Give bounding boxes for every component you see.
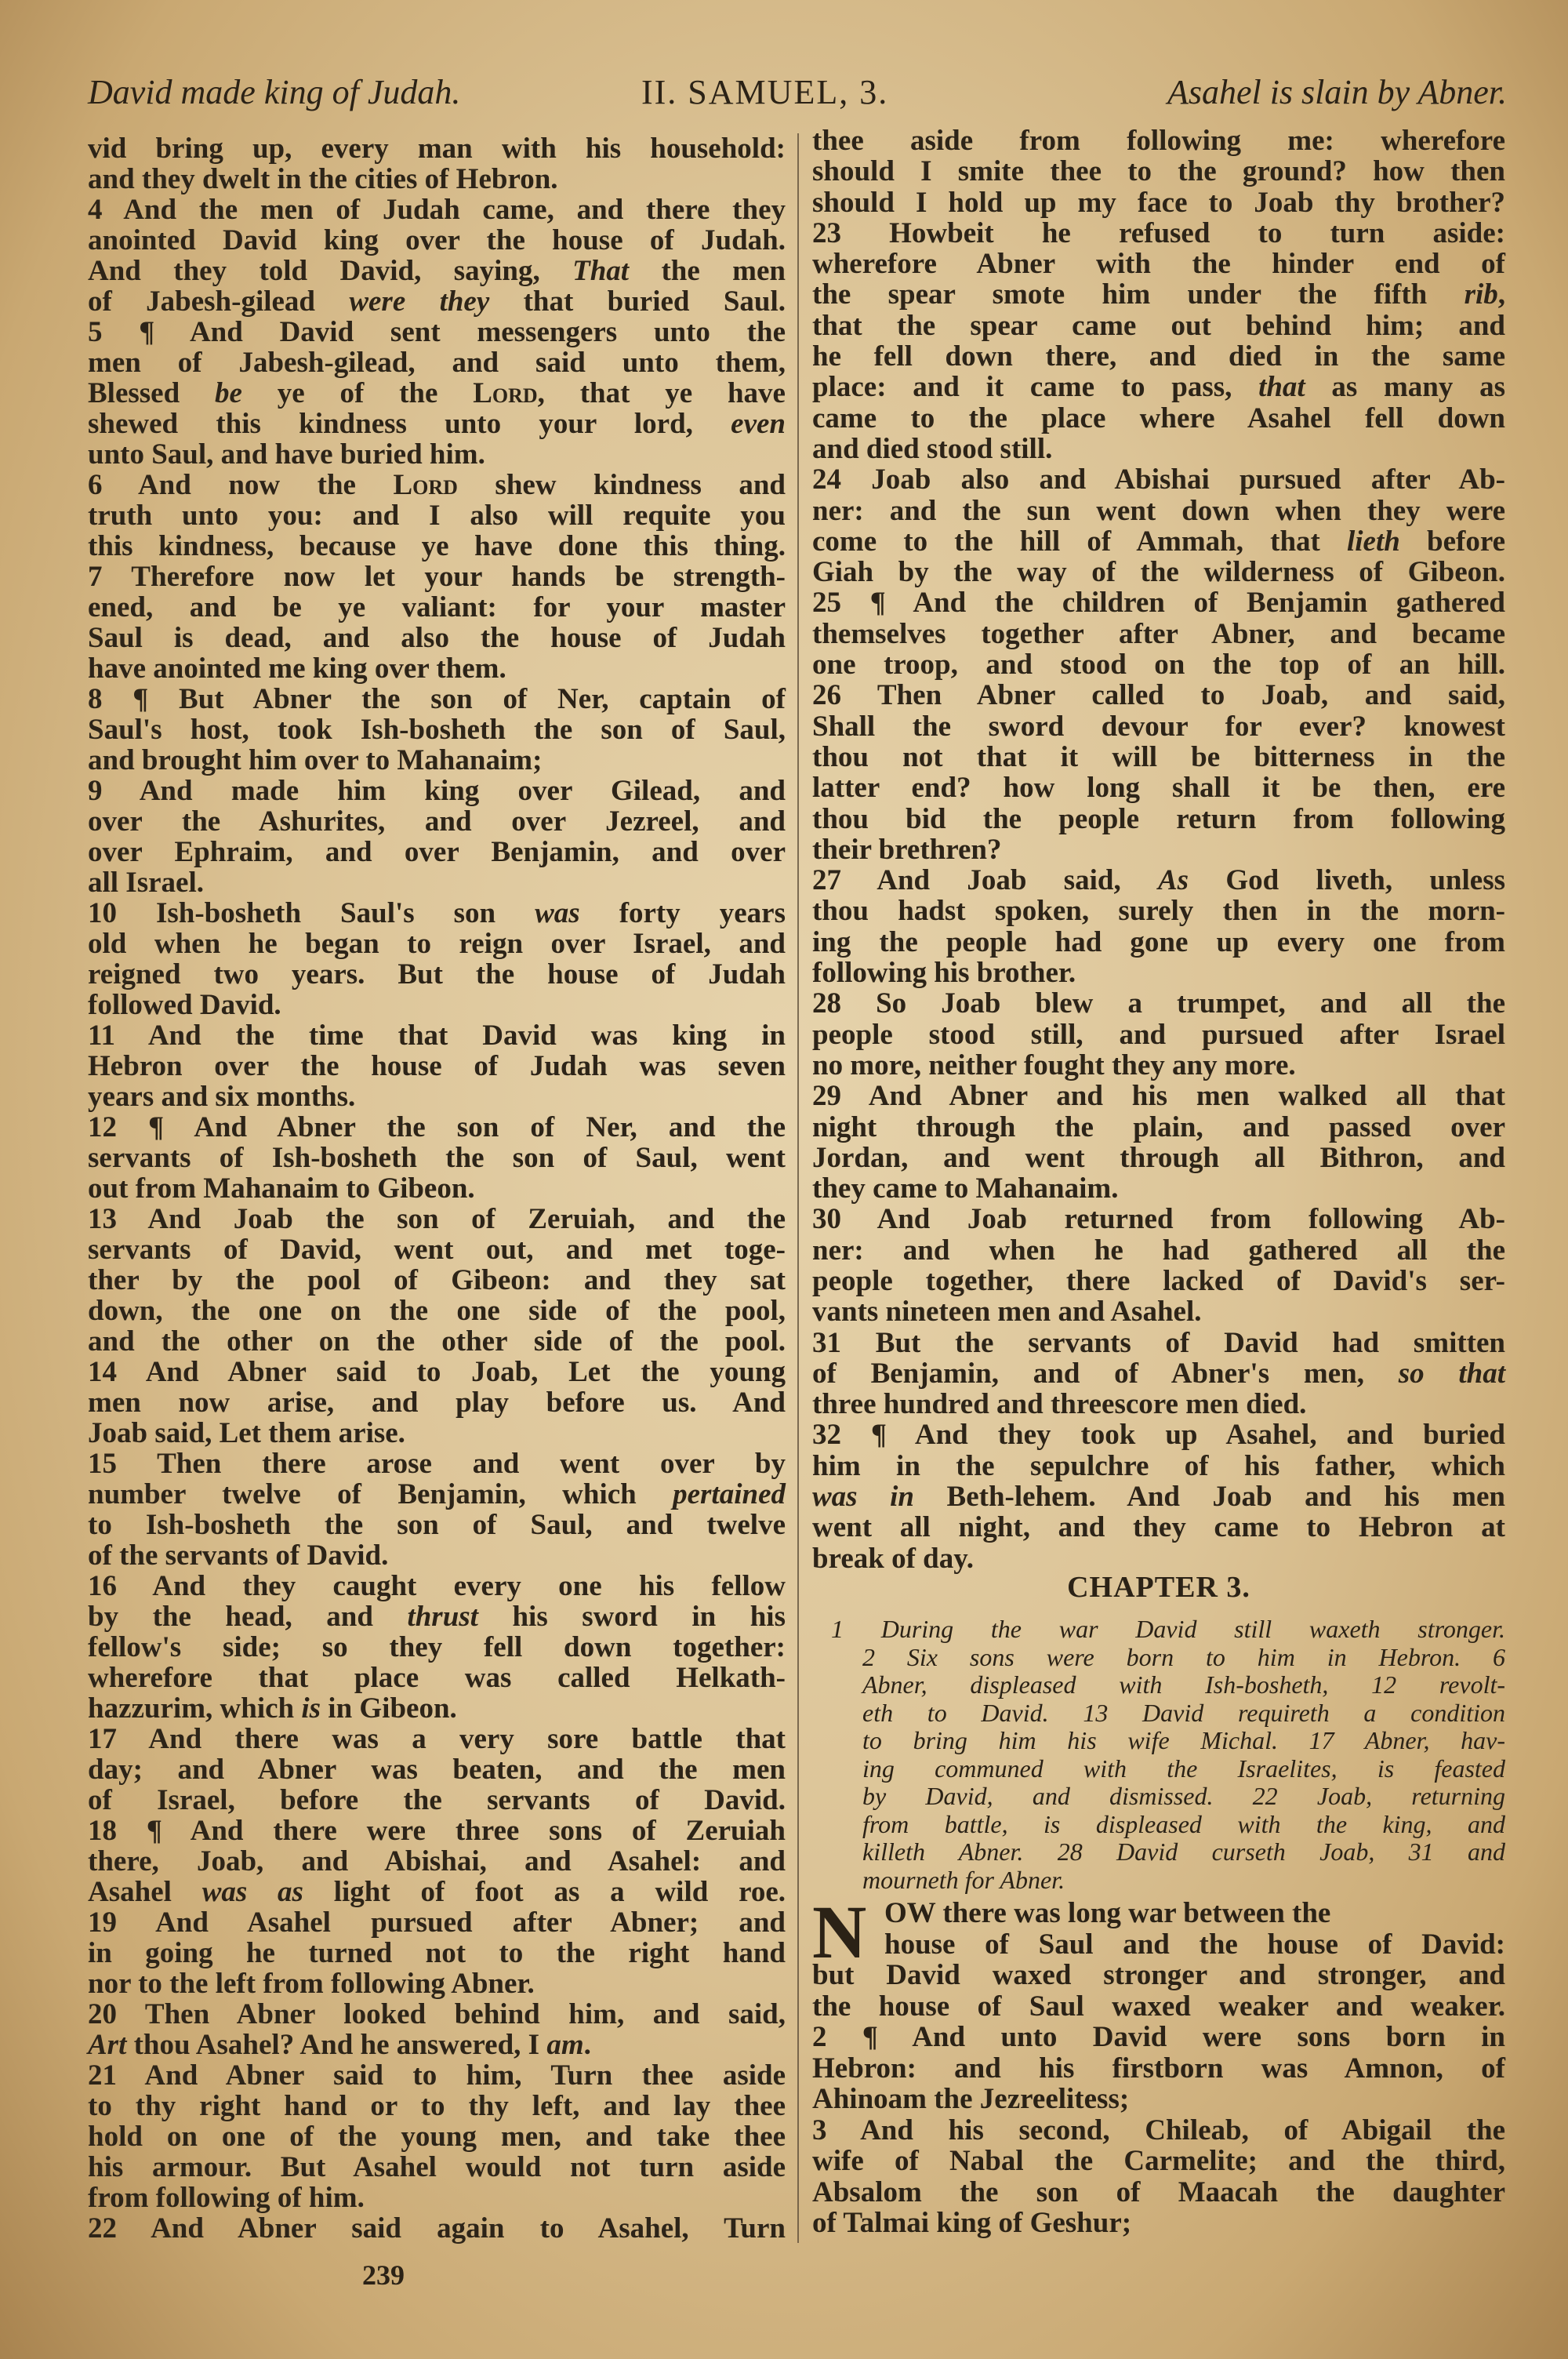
text-line: by the head, and thrust his sword in his [88,1601,786,1633]
text-line: their brethren? [812,833,1002,866]
text-line: but David waxed stronger and stronger, and [812,1959,1505,1991]
text-line: 4 And the men of Judah came, and there they [88,194,786,226]
text-line: Giah by the way of the wilderness of Gibeon. [812,556,1505,589]
text-line: and brought him over to Mahanaim; [88,744,543,776]
text-line: servants of Ish-bosheth the son of Saul, went [88,1142,786,1174]
text-line: day; and Abner was beaten, and the men [88,1754,786,1786]
text-line: 24 Joab also and Abishai pursued after Ab- [812,463,1505,496]
italic-text: even [731,408,786,440]
text-line: 11 And the time that David was king in [88,1020,786,1052]
text-line: following his brother. [812,957,1076,990]
drop-cap: N [812,1890,867,1974]
text-line: hazzurim, which is in Gibeon. [88,1692,457,1725]
text-line: eth to David. 13 David requireth a condition [862,1698,1505,1727]
text-line: ing communed with the Israelites, is feasted [862,1754,1505,1783]
text-line: reigned two years. But the house of Judah [88,958,786,990]
text-line: and the other on the other side of the pool. [88,1325,786,1358]
text-line: 5 ¶ And David sent messengers unto the [88,316,786,348]
text-line: three hundred and threescore men died. [812,1388,1307,1421]
text-line: of the servants of David. [88,1539,389,1572]
text-line: the house of Saul waxed weaker and weaker. [812,1990,1505,2023]
text-line: thou not that it will be bitterness in the [812,740,1505,773]
text-line: 29 And Abner and his men walked all that [812,1080,1505,1113]
text-line: vid bring up, every man with his household: [88,133,786,165]
text-line: Blessed be ye of the Lord, that ye have [88,377,786,409]
text-line: 31 But the servants of David had smitten [812,1326,1505,1359]
italic-text: rib [1464,278,1498,311]
text-line: hold on one of the young men, and take thee [88,2121,786,2153]
text-line: followed David. [88,989,281,1021]
text-line: and they dwelt in the cities of Hebron. [88,163,558,195]
text-line: over the Ashurites, and over Jezreel, and [88,805,786,838]
text-line: 7 Therefore now let your hands be strength- [88,561,786,593]
text-line: house of Saul and the house of David: [884,1928,1505,1961]
text-line: of Benjamin, and of Abner's men, so that [812,1357,1505,1390]
chapter-heading: CHAPTER 3. [1067,1571,1250,1604]
text-line: they came to Mahanaim. [812,1172,1119,1205]
text-line: ner: and the sun went down when they were [812,494,1505,527]
text-line: the spear smote him under the fifth rib, [812,278,1505,311]
text-line: from following of him. [88,2182,365,2214]
text-line: 25 ¶ And the children of Benjamin gathered [812,587,1505,620]
text-line: have anointed me king over them. [88,652,506,685]
text-line: 19 And Asahel pursued after Abner; and [88,1906,786,1939]
text-line: people stood still, and pursued after Israel [812,1018,1505,1051]
text-line: should I hold up my face to Joab thy brother? [812,186,1505,219]
text-line: thee aside from following me: wherefore [812,125,1505,157]
text-line: thou hadst spoken, surely then in the morn- [812,895,1505,928]
text-line: old when he began to reign over Israel, and [88,928,786,960]
text-line: fellow's side; so they fell down together: [88,1631,786,1663]
text-line: 17 And there was a very sore battle that [88,1723,786,1755]
text-line: years and six months. [88,1081,356,1113]
text-line: 2 Six sons were born to him in Hebron. 6 [862,1642,1505,1671]
text-line: Hebron: and his firstborn was Amnon, of [812,2052,1505,2085]
text-line: 10 Ish-bosheth Saul's son was forty years [88,897,786,929]
chapter-3-text [812,1890,1505,2239]
text-line: 21 And Abner said to him, Turn thee aside [88,2059,786,2092]
text-line: Shall the sword devour for ever? knowest [812,710,1505,743]
text-line: servants of David, went out, and met toge- [88,1234,786,1266]
text-line: people together, there lacked of David's ser- [812,1264,1505,1297]
text-line: went all night, and they came to Hebron at [812,1511,1505,1544]
text-line: to thy right hand or to thy left, and lay thee [88,2090,786,2122]
text-line: and died stood still. [812,432,1053,465]
text-line: unto Saul, and have buried him. [88,438,485,471]
text-line: 2 ¶ And unto David were sons born in [812,2021,1505,2053]
text-line: ened, and be ye valiant: for your master [88,591,786,623]
text-line: that the spear came out behind him; and [812,309,1505,342]
text-line: wherefore that place was called Helkath- [88,1662,786,1694]
text-line: break of day. [812,1542,974,1575]
text-line: Hebron over the house of Judah was seven [88,1050,786,1082]
text-line: latter end? how long shall it be then, ere [812,772,1505,805]
chapter-summary [831,1616,1505,1894]
text-line: this kindness, because ye have done this thing. [88,530,786,562]
text-line: Joab said, Let them arise. [88,1417,405,1449]
text-line: he fell down there, and died in the same [812,340,1505,373]
italic-text: that [1258,371,1305,404]
text-line: there, Joab, and Abishai, and Asahel: and [88,1845,786,1877]
text-line: over Ephraim, and over Benjamin, and over [88,836,786,868]
text-line: 23 Howbeit he refused to turn aside: [812,216,1505,249]
italic-text: As [1157,864,1189,897]
text-line: anointed David king over the house of Judah. [88,224,786,256]
italic-text: was as [201,1876,303,1908]
text-line: 32 ¶ And they took up Asahel, and buried [812,1419,1505,1452]
text-line: of Talmai king of Geshur; [812,2207,1132,2239]
text-line: come to the hill of Ammah, that lieth before [812,525,1505,558]
text-line: 18 ¶ And there were three sons of Zeruiah [88,1815,786,1847]
text-line: themselves together after Abner, and became [812,617,1505,650]
text-line: was in Beth-lehem. And Joab and his men [812,1481,1505,1514]
text-line: And they told David, saying, That the men [88,255,786,287]
text-line: ther by the pool of Gibeon: and they sat [88,1264,786,1296]
text-line: wife of Nabal the Carmelite; and the third, [812,2145,1505,2177]
text-line: truth unto you: and I also will requite you [88,500,786,532]
text-line: men now arise, and play before us. And [88,1387,786,1419]
running-head-book-chapter: II. SAMUEL, 3. [641,73,889,111]
italic-text: Art [88,2029,127,2061]
running-head-left: David made king of Judah. [88,73,461,111]
text-line: to Ish-bosheth the son of Saul, and twelve [88,1509,786,1541]
text-line: men of Jabesh-gilead, and said unto them, [88,347,786,379]
text-line: killeth Abner. 28 David curseth Joab, 31 and [862,1837,1505,1866]
text-line: 13 And Joab the son of Zeruiah, and the [88,1203,786,1235]
text-line: 20 Then Abner looked behind him, and said, [88,1998,786,2030]
italic-text: was [535,897,580,929]
text-line: Absalom the son of Maacah the daughter [812,2175,1505,2208]
text-line: of Israel, before the servants of David. [88,1784,786,1816]
text-line: ner: and when he had gathered all the [812,1234,1505,1267]
text-line: 3 And his second, Chileab, of Abigail the [812,2114,1505,2146]
text-line: out from Mahanaim to Gibeon. [88,1172,475,1205]
text-line: 15 Then there arose and went over by [88,1448,786,1480]
text-line: shewed this kindness unto your lord, even [88,408,786,440]
left-text-column [88,133,786,2244]
text-line: 6 And now the Lord shew kindness and [88,469,786,501]
text-line: place: and it came to pass, that as many as [812,371,1505,404]
text-line: came to the place where Asahel fell down [812,402,1505,434]
text-line: OW there was long war between the [884,1897,1331,1929]
text-line: 16 And they caught every one his fellow [88,1570,786,1602]
text-line: no more, neither fought they any more. [812,1049,1296,1081]
text-line: by David, and dismissed. 22 Joab, returning [862,1782,1505,1810]
italic-text: am [546,2029,584,2061]
column-divider [797,133,799,2243]
text-line: Saul's host, took Ish-bosheth the son of Saul, [88,714,786,746]
text-line: to bring him his wife Michal. 17 Abner, hav- [862,1726,1505,1754]
text-line: 1 During the war David still waxeth stronger. [831,1615,1505,1643]
text-line: night through the plain, and passed over [812,1110,1505,1143]
page-number: 239 [362,2259,405,2291]
text-line: down, the one on the one side of the pool, [88,1295,786,1327]
text-line: Abner, displeased with Ish-bosheth, 12 revolt- [862,1670,1505,1699]
text-line: nor to the left from following Abner. [88,1968,535,2000]
text-line: 12 ¶ And Abner the son of Ner, and the [88,1111,786,1143]
text-line: 27 And Joab said, As God liveth, unless [812,864,1505,897]
text-line: mourneth for Abner. [862,1865,1065,1894]
text-line: ing the people had gone up every one from [812,925,1505,958]
text-line: all Israel. [88,867,204,899]
italic-text: thrust [407,1601,478,1633]
text-line: in going he turned not to the right hand [88,1937,786,1969]
italic-text: is [301,1692,321,1725]
text-line: him in the sepulchre of his father, which [812,1449,1505,1482]
text-line: his armour. But Asahel would not turn aside [88,2151,786,2183]
text-line: one troop, and stood on the top of an hill. [812,649,1505,682]
italic-text: was in [812,1481,914,1514]
text-line: Asahel was as light of foot as a wild roe. [88,1876,786,1908]
italic-text: pertained [673,1478,786,1510]
text-line: 9 And made him king over Gilead, and [88,775,786,807]
text-line: number twelve of Benjamin, which pertained [88,1478,786,1510]
text-line: of Jabesh-gilead were they that buried Saul. [88,285,786,318]
small-caps-text: Lord [473,377,538,409]
text-line: Saul is dead, and also the house of Judah [88,622,786,654]
text-line: from battle, is displeased with the king, and [862,1809,1505,1838]
text-line: 8 ¶ But Abner the son of Ner, captain of [88,683,786,715]
italic-text: lieth [1347,525,1400,558]
italic-text: so that [1398,1357,1505,1390]
text-line: wherefore Abner with the hinder end of [812,248,1505,281]
text-line: Ahinoam the Jezreelitess; [812,2083,1130,2115]
text-line: Art thou Asahel? And he answered, I am. [88,2029,591,2061]
text-line: 22 And Abner said again to Asahel, Turn [88,2212,786,2245]
text-line: 28 So Joab blew a trumpet, and all the [812,987,1505,1020]
running-head-right: Asahel is slain by Abner. [1167,73,1507,111]
text-line: 30 And Joab returned from following Ab- [812,1203,1505,1236]
small-caps-text: Lord [393,469,458,501]
text-line: vants nineteen men and Asahel. [812,1296,1202,1329]
italic-text: were they [349,285,490,318]
italic-text: That [572,255,630,287]
text-line: 14 And Abner said to Joab, Let the young [88,1356,786,1388]
text-line: should I smite thee to the ground? how then [812,155,1505,188]
text-line: Jordan, and went through all Bithron, and [812,1141,1505,1174]
italic-text: be [214,377,242,409]
text-line: 26 Then Abner called to Joab, and said, [812,679,1505,712]
text-line: thou bid the people return from following [812,802,1505,835]
right-text-column [812,125,1505,1574]
